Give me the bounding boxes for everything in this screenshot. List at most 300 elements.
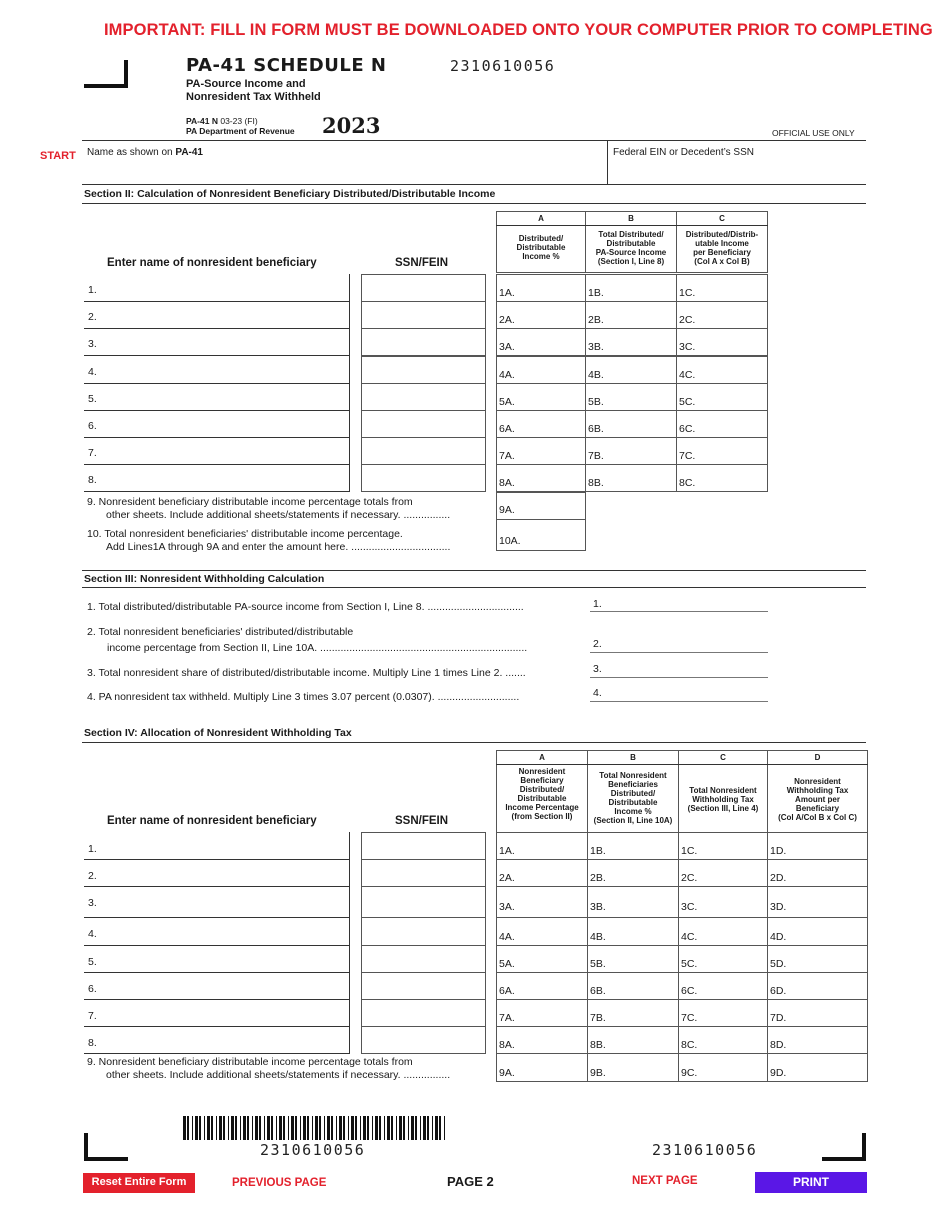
s2-col-a-letter: A (538, 214, 544, 223)
s2-cell-label: 6C. (679, 423, 696, 435)
s4-cell-label: 8D. (770, 1039, 787, 1051)
barcode-bar (295, 1116, 297, 1140)
s4-cell-label: 2D. (770, 872, 787, 884)
s4-cell-label: 1A. (499, 845, 515, 857)
barcode-bar (223, 1116, 225, 1140)
s2-col-b-desc-line: PA-Source Income (595, 248, 667, 257)
s4-amount-field[interactable] (767, 1053, 868, 1082)
form-title: PA-41 SCHEDULE N (186, 55, 387, 76)
s2-col-b-desc (585, 230, 677, 266)
s4-amount-field[interactable] (587, 886, 679, 918)
barcode-bar (379, 1116, 381, 1140)
s4-amount-field[interactable] (587, 1053, 679, 1082)
s2-amount-field[interactable] (676, 437, 768, 465)
s3-line-4-field[interactable] (590, 701, 768, 702)
s4-name-divider (349, 1026, 350, 1054)
barcode-bar (312, 1116, 313, 1140)
s2-name-divider (349, 328, 350, 356)
s2-col-c-desc-line: Distributed/Distrib- (685, 230, 759, 239)
s4-row-number: 5. (88, 956, 97, 968)
s2-name-field[interactable] (84, 437, 350, 438)
s2-amount-field[interactable] (585, 464, 677, 492)
s2-row-number: 8. (88, 474, 97, 486)
s2-name-field[interactable] (84, 328, 350, 329)
s4-ssn-field[interactable] (361, 945, 486, 973)
s4-line-9-text-2: other sheets. Include additional sheets/statements if necessary. ................ (106, 1069, 451, 1081)
barcode-bar (279, 1116, 282, 1140)
barcode-bar (291, 1116, 294, 1140)
s2-line-9-text-2: other sheets. Include additional sheets/statements if necessary. ................ (106, 509, 451, 521)
s4-amount-field[interactable] (678, 1026, 768, 1054)
s4-col-b-desc-line: Total Nonresident (599, 771, 667, 780)
s4-amount-field[interactable] (587, 945, 679, 973)
s2-amount-field[interactable] (676, 383, 768, 411)
s4-name-divider (349, 999, 350, 1027)
s4-cell-label: 6D. (770, 985, 787, 997)
s4-ssn-field[interactable] (361, 1026, 486, 1054)
barcode-bar (336, 1116, 337, 1140)
s2-col-b-desc-line: Distributable (606, 239, 656, 248)
s4-amount-field[interactable] (678, 859, 768, 887)
corner-mark-bottom-left-horizontal (84, 1157, 128, 1161)
s4-cell-label: 7D. (770, 1012, 787, 1024)
barcode-bar (219, 1116, 222, 1140)
s4-col-b-desc-line: Distributable (608, 798, 658, 807)
s4-amount-field[interactable] (496, 832, 588, 860)
s2-cell-label: 4A. (499, 369, 515, 381)
s2-line-10a-field[interactable] (496, 519, 586, 551)
name-field-label-prefix: Name as shown on (87, 147, 176, 158)
s4-amount-field[interactable] (587, 832, 679, 860)
s4-cell-label: 3A. (499, 901, 515, 913)
barcode-bar (411, 1116, 414, 1140)
s4-col-b-desc-line: (Section II, Line 10A) (593, 816, 673, 825)
s2-col-c-desc (676, 230, 768, 266)
s2-line-9-text-1: 9. Nonresident beneficiary distributable income percentage totals from (87, 496, 413, 508)
subtitle-line-1: PA-Source Income and (186, 78, 306, 90)
s4-col-d-letter: D (814, 753, 821, 762)
s2-name-divider (349, 464, 350, 492)
s4-cell-label: 5A. (499, 958, 515, 970)
s4-cell-label: 1D. (770, 845, 787, 857)
s2-cell-label: 3C. (679, 341, 696, 353)
barcode-bar (228, 1116, 229, 1140)
s2-ssn-field[interactable] (361, 464, 486, 492)
s4-col-c-desc-line: Withholding Tax (692, 795, 754, 804)
s4-amount-field[interactable] (678, 999, 768, 1027)
s4-amount-field[interactable] (496, 1026, 588, 1054)
s4-row-number: 7. (88, 1010, 97, 1022)
s2-cell-label: 3B. (588, 341, 604, 353)
barcode-bar (195, 1116, 198, 1140)
barcode-bar (415, 1116, 417, 1140)
s4-col-a-desc-line: Nonresident (518, 767, 566, 776)
s2-amount-field[interactable] (496, 383, 586, 411)
ein-field-label: Federal EIN or Decedent’s SSN (613, 147, 754, 158)
s4-col-a-desc-line: Distributed/ (519, 785, 565, 794)
s2-cell-label: 7A. (499, 450, 515, 462)
s4-cell-label: 1B. (590, 845, 606, 857)
s4-name-field[interactable] (84, 972, 350, 973)
barcode-bar (444, 1116, 445, 1140)
s2-cell-label: 7C. (679, 450, 696, 462)
s4-name-field[interactable] (84, 999, 350, 1000)
s4-name-divider (349, 886, 350, 918)
s3-line-1-text: 1. Total distributed/distributable PA-source income from Section I, Line 8. ................................. (87, 601, 524, 613)
s2-amount-field[interactable] (496, 301, 586, 329)
s4-ssn-header: SSN/FEIN (395, 815, 449, 827)
s4-cell-label: 9A. (499, 1067, 515, 1079)
s4-name-field[interactable] (84, 1026, 350, 1027)
s4-amount-field[interactable] (678, 945, 768, 973)
s4-cell-label: 6C. (681, 985, 698, 997)
s2-col-b-desc-line: Total Distributed/ (598, 230, 664, 239)
header-barcode-number: 2310610056 (450, 57, 556, 75)
s4-col-d-desc-line: Beneficiary (795, 804, 840, 813)
s2-cell-label: 8C. (679, 477, 696, 489)
s2-line-9a-label: 9A. (499, 504, 515, 516)
barcode-bar (384, 1116, 385, 1140)
s3-line-1-num: 1. (593, 598, 602, 610)
s4-cell-label: 5B. (590, 958, 606, 970)
s4-amount-field[interactable] (678, 1053, 768, 1082)
s2-cell-label: 1B. (588, 287, 604, 299)
barcode-bar (283, 1116, 285, 1140)
s2-ssn-field[interactable] (361, 383, 486, 411)
s2-amount-field[interactable] (585, 383, 677, 411)
s4-cell-label: 4A. (499, 931, 515, 943)
s4-amount-field[interactable] (767, 972, 868, 1000)
ein-field[interactable] (610, 160, 864, 182)
s2-row-number: 4. (88, 366, 97, 378)
s4-col-c-desc-line: (Section III, Line 4) (687, 804, 759, 813)
s2-cell-label: 6A. (499, 423, 515, 435)
barcode-bar (231, 1116, 234, 1140)
form-code: PA-41 N (186, 116, 218, 126)
barcode-bar (355, 1116, 357, 1140)
s2-name-header: Enter name of nonresident beneficiary (107, 257, 317, 269)
s2-row-number: 3. (88, 338, 97, 350)
s4-col-b-letter: B (630, 753, 636, 762)
barcode-bar (199, 1116, 201, 1140)
s4-amount-field[interactable] (767, 917, 868, 946)
barcode-bar (324, 1116, 325, 1140)
s2-amount-field[interactable] (496, 328, 586, 356)
s2-col-b-desc-line: (Section I, Line 8) (597, 257, 665, 266)
barcode-bar (363, 1116, 366, 1140)
s4-name-field[interactable] (84, 886, 350, 887)
s4-amount-field[interactable] (767, 886, 868, 918)
s4-cell-label: 4B. (590, 931, 606, 943)
s2-amount-field[interactable] (496, 410, 586, 438)
s4-cell-label: 9C. (681, 1067, 698, 1079)
s4-col-a-desc-line: (from Section II) (511, 812, 573, 821)
s3-line-3-text: 3. Total nonresident share of distributed/distributable income. Multiply Line 1 times Line 2. ....... (87, 667, 526, 679)
previous-page-link[interactable]: PREVIOUS PAGE (232, 1177, 327, 1189)
s4-col-d-desc (767, 777, 868, 822)
s4-ssn-field[interactable] (361, 832, 486, 860)
s4-col-a-desc-line: Beneficiary (520, 776, 564, 785)
s4-name-field[interactable] (84, 1053, 350, 1054)
barcode-bar (432, 1116, 433, 1140)
s4-cell-label: 1C. (681, 845, 698, 857)
s2-amount-field[interactable] (496, 437, 586, 465)
s4-amount-field[interactable] (496, 886, 588, 918)
barcode-bar (367, 1116, 369, 1140)
s4-col-a-letter: A (539, 753, 545, 762)
s4-col-c-desc-line: Total Nonresident (689, 786, 757, 795)
s2-name-divider (349, 437, 350, 465)
barcode-bar (264, 1116, 265, 1140)
reset-form-button[interactable]: Reset Entire Form (83, 1173, 195, 1193)
s4-row-number: 2. (88, 870, 97, 882)
s4-cell-label: 8B. (590, 1039, 606, 1051)
s4-name-field[interactable] (84, 945, 350, 946)
s3-line-1-field[interactable] (590, 611, 768, 612)
s4-cell-label: 5D. (770, 958, 787, 970)
corner-mark-bottom-right-horizontal (822, 1157, 866, 1161)
s4-name-field[interactable] (84, 917, 350, 918)
s2-row-number: 7. (88, 447, 97, 459)
s2-cell-label: 4B. (588, 369, 604, 381)
s4-cell-label: 7A. (499, 1012, 515, 1024)
s2-line-10a-label: 10A. (499, 535, 521, 547)
footer-right-number: 2310610056 (652, 1141, 758, 1159)
s2-name-field[interactable] (84, 410, 350, 411)
s3-line-4-text: 4. PA nonresident tax withheld. Multiply Line 3 times 3.07 percent (0.0307). ............................ (87, 691, 520, 703)
s4-amount-field[interactable] (496, 945, 588, 973)
barcode-bar (240, 1116, 241, 1140)
s4-ssn-field[interactable] (361, 999, 486, 1027)
next-page-link[interactable]: NEXT PAGE (632, 1175, 698, 1187)
barcode-bar (276, 1116, 277, 1140)
s2-amount-field[interactable] (585, 274, 677, 302)
barcode-bar (435, 1116, 438, 1140)
barcode-bar (216, 1116, 217, 1140)
s2-ssn-field[interactable] (361, 410, 486, 438)
s4-amount-field[interactable] (496, 859, 588, 887)
s2-col-a-desc-line: Distributed/ (518, 234, 564, 243)
s4-amount-field[interactable] (678, 972, 768, 1000)
barcode-bar (387, 1116, 390, 1140)
barcode-bar (391, 1116, 393, 1140)
s2-col-c-desc-line: utable Income (695, 239, 749, 248)
print-button[interactable]: PRINT (755, 1172, 867, 1193)
s3-line-2-text-top: 2. Total nonresident beneficiaries' distributed/distributable (87, 626, 354, 638)
barcode-bar (408, 1116, 409, 1140)
s4-cell-label: 4C. (681, 931, 698, 943)
s4-cell-label: 5C. (681, 958, 698, 970)
s2-amount-field[interactable] (676, 328, 768, 356)
s2-amount-field[interactable] (676, 356, 768, 384)
s4-amount-field[interactable] (678, 917, 768, 946)
s2-name-divider (349, 383, 350, 411)
s2-cell-label: 8A. (499, 477, 515, 489)
s4-row-number: 3. (88, 897, 97, 909)
s2-amount-field[interactable] (676, 410, 768, 438)
s4-amount-field[interactable] (587, 972, 679, 1000)
barcode-bar (327, 1116, 330, 1140)
s4-name-divider (349, 859, 350, 887)
s4-amount-field[interactable] (587, 1026, 679, 1054)
s4-cell-label: 9D. (770, 1067, 787, 1079)
barcode-bar (247, 1116, 249, 1140)
s4-ssn-field[interactable] (361, 972, 486, 1000)
barcode-bar (348, 1116, 349, 1140)
s4-col-d-desc-line: Amount per (795, 795, 840, 804)
s2-amount-field[interactable] (585, 410, 677, 438)
s2-ssn-field[interactable] (361, 437, 486, 465)
s2-cell-label: 2B. (588, 314, 604, 326)
s3-line-2-field[interactable] (590, 652, 768, 653)
barcode-bar (271, 1116, 273, 1140)
s2-col-a-desc-line: Distributable (516, 243, 566, 252)
s4-cell-label: 7C. (681, 1012, 698, 1024)
s4-cell-label: 2A. (499, 872, 515, 884)
s2-name-divider (349, 301, 350, 329)
s4-amount-field[interactable] (496, 917, 588, 946)
s4-col-b-desc-line: Beneficiaries (608, 780, 658, 789)
s4-amount-field[interactable] (587, 859, 679, 887)
s2-col-c-desc-line: (Col A x Col B) (694, 257, 750, 266)
barcode-bar (375, 1116, 378, 1140)
s4-ssn-field[interactable] (361, 886, 486, 918)
s4-amount-field[interactable] (767, 945, 868, 973)
tax-year: 2023 (322, 113, 381, 138)
section-4-title: Section IV: Allocation of Nonresident Withholding Tax (84, 727, 352, 739)
s4-amount-field[interactable] (767, 1026, 868, 1054)
s4-amount-field[interactable] (496, 1053, 588, 1082)
s2-ssn-field[interactable] (361, 356, 486, 384)
s2-amount-field[interactable] (496, 464, 586, 492)
s2-amount-field[interactable] (585, 328, 677, 356)
s4-cell-label: 4D. (770, 931, 787, 943)
s3-line-3-field[interactable] (590, 677, 768, 678)
s4-amount-field[interactable] (496, 972, 588, 1000)
download-warning-banner: IMPORTANT: FILL IN FORM MUST BE DOWNLOADED ONTO YOUR COMPUTER PRIOR TO COMPLETING (104, 21, 933, 39)
s4-line-9-text-1: 9. Nonresident beneficiary distributable income percentage totals from (87, 1056, 413, 1068)
s2-amount-field[interactable] (676, 301, 768, 329)
s2-name-divider (349, 356, 350, 384)
s4-row-number: 6. (88, 983, 97, 995)
s4-ssn-field[interactable] (361, 917, 486, 946)
s2-name-field[interactable] (84, 491, 350, 492)
barcode-bar (403, 1116, 405, 1140)
s2-row-number: 6. (88, 420, 97, 432)
s2-name-field[interactable] (84, 464, 350, 465)
barcode-bar (255, 1116, 258, 1140)
official-use-label: OFFICIAL USE ONLY (772, 128, 855, 138)
s2-line-9a-field[interactable] (496, 492, 586, 520)
s2-cell-label: 1C. (679, 287, 696, 299)
s2-amount-field[interactable] (496, 356, 586, 384)
s2-cell-label: 3A. (499, 341, 515, 353)
s4-col-c-desc (678, 786, 768, 813)
s2-amount-field[interactable] (585, 301, 677, 329)
s4-amount-field[interactable] (767, 859, 868, 887)
s2-amount-field[interactable] (676, 274, 768, 302)
s4-cell-label: 3D. (770, 901, 787, 913)
s4-col-a-desc-line: Income Percentage (505, 803, 579, 812)
s4-col-d-desc-line: Withholding Tax (786, 786, 849, 795)
name-field[interactable] (84, 160, 604, 182)
start-label: START (40, 150, 76, 162)
barcode-bar (303, 1116, 306, 1140)
s2-name-field[interactable] (84, 355, 350, 356)
s4-cell-label: 3B. (590, 901, 606, 913)
barcode-bar (351, 1116, 354, 1140)
s4-cell-label: 8A. (499, 1039, 515, 1051)
s4-col-a-desc-line: Distributable (517, 794, 567, 803)
barcode-bar (439, 1116, 441, 1140)
s4-cell-label: 8C. (681, 1039, 698, 1051)
s2-name-divider (349, 410, 350, 438)
s2-name-field[interactable] (84, 383, 350, 384)
s2-ssn-field[interactable] (361, 274, 486, 302)
s4-name-field[interactable] (84, 859, 350, 860)
s2-col-c-desc-line: per Beneficiary (693, 248, 751, 257)
s4-name-header: Enter name of nonresident beneficiary (107, 815, 317, 827)
s2-ssn-field[interactable] (361, 328, 486, 356)
s4-cell-label: 9B. (590, 1067, 606, 1079)
s4-cell-label: 6A. (499, 985, 515, 997)
s4-amount-field[interactable] (587, 999, 679, 1027)
s2-amount-field[interactable] (496, 274, 586, 302)
s4-ssn-field[interactable] (361, 859, 486, 887)
s3-line-3-num: 3. (593, 663, 602, 675)
s4-name-divider (349, 945, 350, 973)
s4-amount-field[interactable] (496, 999, 588, 1027)
s4-amount-field[interactable] (678, 886, 768, 918)
s2-name-field[interactable] (84, 301, 350, 302)
name-field-label (87, 147, 203, 158)
s2-line-10-text-2: Add Lines1A through 9A and enter the amount here. .................................. (106, 541, 451, 553)
s2-amount-field[interactable] (585, 356, 677, 384)
barcode-bar (288, 1116, 289, 1140)
s2-name-divider (349, 274, 350, 302)
s4-amount-field[interactable] (767, 999, 868, 1027)
s2-amount-field[interactable] (585, 437, 677, 465)
s4-col-d-desc-line: Nonresident (794, 777, 841, 786)
s2-cell-label: 5A. (499, 396, 515, 408)
section-3-title: Section III: Nonresident Withholding Calculation (84, 573, 325, 585)
s4-amount-field[interactable] (678, 832, 768, 860)
s2-amount-field[interactable] (676, 464, 768, 492)
s2-row-number: 1. (88, 284, 97, 296)
barcode-bar (423, 1116, 426, 1140)
s4-col-b-desc (587, 771, 679, 825)
s2-col-b-letter: B (628, 214, 634, 223)
s2-ssn-field[interactable] (361, 301, 486, 329)
page-number: PAGE 2 (447, 1174, 494, 1189)
barcode-bar (372, 1116, 373, 1140)
s4-cell-label: 2C. (681, 872, 698, 884)
barcode-bar (252, 1116, 253, 1140)
subtitle-line-2: Nonresident Tax Withheld (186, 90, 321, 103)
barcode-bar (315, 1116, 318, 1140)
s2-cell-label: 2C. (679, 314, 696, 326)
s2-row-number: 5. (88, 393, 97, 405)
s4-amount-field[interactable] (767, 832, 868, 860)
s4-amount-field[interactable] (587, 917, 679, 946)
barcode-bar (396, 1116, 397, 1140)
s3-line-2-num: 2. (593, 638, 602, 650)
s2-cell-label: 8B. (588, 477, 604, 489)
s2-row-number: 2. (88, 311, 97, 323)
s4-col-c-letter: C (720, 753, 726, 762)
s2-cell-label: 2A. (499, 314, 515, 326)
s4-name-divider (349, 917, 350, 946)
